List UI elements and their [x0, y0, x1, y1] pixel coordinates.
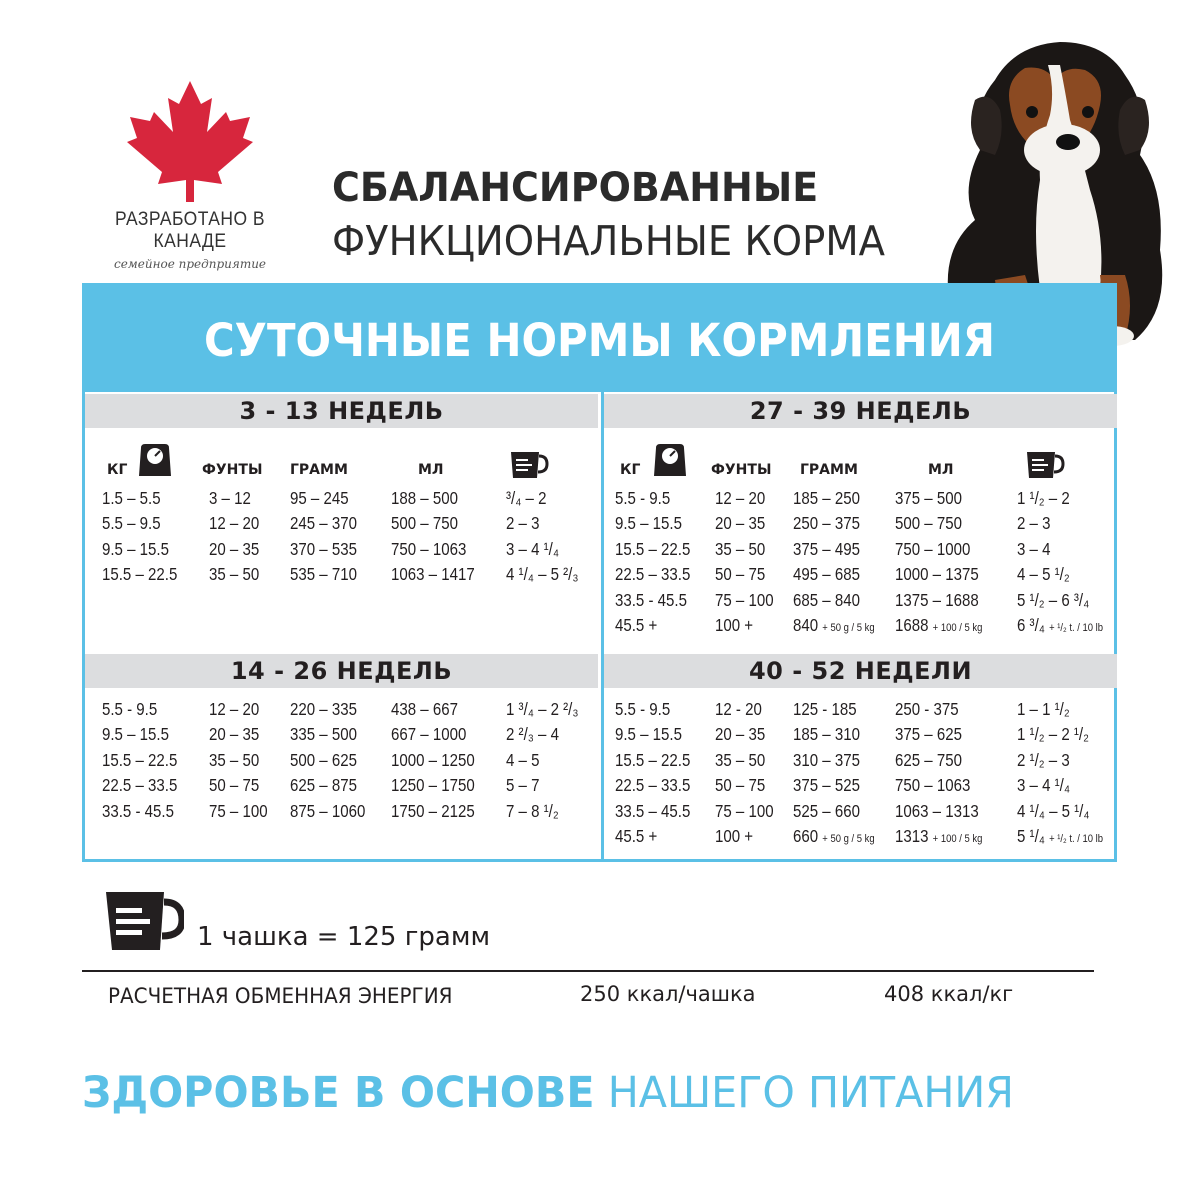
cell-kg: 45.5 +	[615, 614, 658, 635]
cell-ml: 1750 – 2125	[391, 800, 475, 821]
cell-g: 375 – 495	[793, 538, 860, 559]
cell-kg: 9.5 – 15.5	[615, 513, 682, 534]
headline-line-2: ФУНКЦИОНАЛЬНЫЕ КОРМА	[332, 217, 885, 265]
col-kg: КГ	[620, 462, 641, 478]
cell-ml	[895, 615, 982, 636]
measuring-cup-icon	[104, 890, 184, 952]
cell-lb: 3 – 12	[209, 488, 251, 508]
made-in-canada-label: РАЗРАБОТАНО В КАНАДЕ	[114, 209, 265, 252]
cell-cups: 5 ¹/₂ – 6 ³/₄	[1017, 589, 1090, 610]
cell-kg: 9.5 – 15.5	[615, 724, 682, 745]
column-headers	[604, 428, 1117, 488]
cell-kg: 33.5 – 45.5	[615, 800, 691, 821]
table-banner	[85, 286, 1114, 392]
col-ml: МЛ	[928, 462, 954, 478]
col-g: ГРАММ	[290, 462, 348, 478]
cell-ml: 250 - 375	[895, 699, 959, 719]
cell-cups: 3 – 4 ¹/₄	[506, 538, 559, 559]
block-rows	[604, 688, 1117, 851]
table-row	[615, 539, 1117, 564]
col-lb: ФУНТЫ	[711, 462, 772, 478]
cell-g: 685 – 840	[793, 589, 860, 610]
cell-lb: 12 – 20	[209, 513, 260, 534]
cell-cups: 2 ¹/₂ – 3	[1017, 749, 1070, 770]
cell-kg: 1.5 – 5.5	[102, 488, 161, 508]
block-title: 3 - 13 НЕДЕЛЬ	[85, 394, 598, 428]
cell-cups: 3 – 4 ¹/₄	[1017, 775, 1070, 796]
cell-cups	[1017, 615, 1103, 636]
block-14-26-weeks	[85, 654, 598, 826]
cell-lb: 35 – 50	[209, 749, 260, 770]
cell-g-extra: + 50 g / 5 kg	[822, 832, 875, 845]
cell-lb: 20 – 35	[715, 513, 766, 534]
cell-cups: 4 – 5 ¹/₂	[1017, 564, 1070, 585]
cell-g: 875 – 1060	[290, 800, 366, 821]
table-row	[102, 564, 598, 589]
cell-g-value: 840	[793, 614, 819, 635]
cell-lb: 35 – 50	[715, 749, 766, 770]
feeding-table-panel	[82, 283, 1117, 862]
cell-lb: 20 – 35	[715, 724, 766, 745]
cell-cups: 2 ²/₃ – 4	[506, 724, 559, 745]
cell-lb: 100 +	[715, 825, 754, 846]
cell-ml: 375 – 500	[895, 488, 962, 508]
table-row	[102, 488, 598, 513]
table-row	[102, 724, 598, 749]
cell-kg: 33.5 - 45.5	[615, 589, 687, 610]
scale-icon	[137, 442, 173, 478]
cell-kg: 5.5 - 9.5	[102, 699, 158, 719]
table-row	[102, 513, 598, 538]
cell-lb: 20 – 35	[209, 724, 260, 745]
cell-ml: 1063 – 1417	[391, 564, 475, 585]
cell-ml-extra: + 100 / 5 kg	[932, 832, 983, 845]
scale-icon	[652, 442, 688, 478]
divider	[82, 970, 1094, 972]
table-row	[615, 699, 1117, 724]
headline-line-1: СБАЛАНСИРОВАННЫЕ	[332, 165, 819, 211]
cell-kg: 15.5 – 22.5	[102, 749, 178, 770]
table-row	[102, 801, 598, 826]
cell-kg: 33.5 - 45.5	[102, 800, 174, 821]
cell-cups: 2 – 3	[506, 513, 540, 534]
cell-lb: 75 – 100	[209, 800, 268, 821]
cell-cups: 2 – 3	[1017, 513, 1051, 534]
cell-ml	[895, 826, 982, 847]
cell-ml-value: 1688	[895, 614, 929, 635]
cell-g	[793, 615, 875, 636]
cell-g: 220 – 335	[290, 699, 357, 719]
cell-g: 375 – 525	[793, 775, 860, 796]
headline	[332, 165, 920, 265]
cup-equivalence: 1 чашка = 125 грамм	[197, 922, 491, 952]
cell-ml: 1000 – 1375	[895, 564, 979, 585]
cell-lb: 50 – 75	[715, 564, 766, 585]
table-row	[615, 750, 1117, 775]
col-lb: ФУНТЫ	[202, 462, 263, 478]
cell-cups: ³/₄ – 2	[506, 488, 547, 508]
energy-per-kg: 408 ккал/кг	[884, 982, 1014, 1006]
cell-lb: 75 – 100	[715, 589, 774, 610]
table-row	[615, 826, 1117, 851]
slogan-light: НАШЕГО ПИТАНИЯ	[607, 1068, 1014, 1118]
cell-cups-value: 5 ¹/₄	[1017, 825, 1045, 846]
cell-kg: 22.5 – 33.5	[615, 564, 691, 585]
cell-cups: 4 – 5	[506, 749, 540, 770]
cell-kg: 15.5 – 22.5	[102, 564, 178, 585]
col-g: ГРАММ	[800, 462, 858, 478]
block-3-13-weeks	[85, 394, 598, 590]
table-row	[615, 513, 1117, 538]
cell-kg: 9.5 – 15.5	[102, 538, 169, 559]
cell-cups: 5 – 7	[506, 775, 540, 796]
cell-cups: 3 – 4	[1017, 538, 1051, 559]
block-rows	[604, 488, 1117, 640]
measuring-cup-icon	[1025, 450, 1065, 480]
cell-g: 625 – 875	[290, 775, 357, 796]
cell-ml: 500 – 750	[895, 513, 962, 534]
cell-g: 495 – 685	[793, 564, 860, 585]
cell-kg: 22.5 – 33.5	[102, 775, 178, 796]
cell-g: 535 – 710	[290, 564, 357, 585]
cell-cups: 1 ³/₄ – 2 ²/₃	[506, 699, 579, 719]
cell-lb: 12 – 20	[715, 488, 766, 508]
block-27-39-weeks	[604, 394, 1117, 640]
cell-lb: 12 – 20	[209, 699, 260, 719]
table-row	[615, 801, 1117, 826]
measuring-cup-icon	[509, 450, 549, 480]
cell-g: 125 - 185	[793, 699, 857, 719]
cell-ml: 750 – 1063	[391, 538, 467, 559]
table-row	[615, 615, 1117, 640]
cell-g: 95 – 245	[290, 488, 349, 508]
cell-ml: 188 – 500	[391, 488, 458, 508]
slogan-bold: ЗДОРОВЬЕ В ОСНОВЕ	[82, 1068, 595, 1118]
cell-ml: 1375 – 1688	[895, 589, 979, 610]
cell-lb: 35 – 50	[715, 538, 766, 559]
cell-kg: 45.5 +	[615, 825, 658, 846]
col-ml: МЛ	[418, 462, 444, 478]
cell-cups: 4 ¹/₄ – 5 ²/₃	[506, 564, 579, 585]
block-title: 27 - 39 НЕДЕЛЬ	[604, 394, 1117, 428]
cell-g: 185 – 250	[793, 488, 860, 508]
cell-lb: 100 +	[715, 614, 754, 635]
table-row	[615, 564, 1117, 589]
cell-g: 310 – 375	[793, 749, 860, 770]
family-business-label: семейное предприятие	[113, 257, 267, 271]
maple-leaf-icon	[115, 78, 265, 203]
table-row	[615, 724, 1117, 749]
cell-cups: 1 ¹/₂ – 2	[1017, 488, 1070, 508]
block-rows	[85, 688, 598, 826]
cell-kg: 5.5 - 9.5	[615, 488, 671, 508]
cell-g-extra: + 50 g / 5 kg	[822, 621, 875, 634]
cell-g: 245 – 370	[290, 513, 357, 534]
cell-g: 500 – 625	[290, 749, 357, 770]
cell-ml: 375 – 625	[895, 724, 962, 745]
table-row	[102, 539, 598, 564]
table-row	[102, 750, 598, 775]
cell-cups: 7 – 8 ¹/₂	[506, 800, 559, 821]
cell-ml: 1250 – 1750	[391, 775, 475, 796]
cell-cups: 1 ¹/₂ – 2 ¹/₂	[1017, 724, 1089, 745]
block-40-52-weeks	[604, 654, 1117, 851]
cell-ml: 667 – 1000	[391, 724, 467, 745]
cell-cups: 1 – 1 ¹/₂	[1017, 699, 1070, 719]
cell-kg: 22.5 – 33.5	[615, 775, 691, 796]
cell-ml-value: 1313	[895, 825, 929, 846]
cell-ml: 438 – 667	[391, 699, 458, 719]
cell-cups-value: 6 ³/₄	[1017, 614, 1045, 635]
table-row	[102, 775, 598, 800]
cell-ml: 750 – 1063	[895, 775, 971, 796]
cell-ml: 1000 – 1250	[391, 749, 475, 770]
cell-cups	[1017, 826, 1103, 847]
slogan	[82, 1068, 1014, 1118]
energy-label: РАСЧЕТНАЯ ОБМЕННАЯ ЭНЕРГИЯ	[108, 984, 453, 1008]
cell-g: 370 – 535	[290, 538, 357, 559]
cell-g	[793, 826, 875, 847]
brand-logo	[70, 78, 310, 271]
cell-ml: 625 – 750	[895, 749, 962, 770]
cell-ml: 500 – 750	[391, 513, 458, 534]
cell-ml: 750 – 1000	[895, 538, 971, 559]
cell-g: 525 – 660	[793, 800, 860, 821]
cell-g-value: 660	[793, 825, 819, 846]
cell-g: 185 – 310	[793, 724, 860, 745]
cell-kg: 9.5 – 15.5	[102, 724, 169, 745]
cell-lb: 20 – 35	[209, 538, 260, 559]
cell-lb: 50 – 75	[715, 775, 766, 796]
cell-ml: 1063 – 1313	[895, 800, 979, 821]
cell-lb: 75 – 100	[715, 800, 774, 821]
cell-lb: 35 – 50	[209, 564, 260, 585]
cell-cups: 4 ¹/₄ – 5 ¹/₄	[1017, 800, 1090, 821]
table-row	[615, 488, 1117, 513]
cell-g: 250 – 375	[793, 513, 860, 534]
cell-kg: 5.5 - 9.5	[615, 699, 671, 719]
table-row	[615, 590, 1117, 615]
cell-cups-extra: + ¹/₂ t. / 10 lb	[1049, 832, 1103, 845]
cell-lb: 50 – 75	[209, 775, 260, 796]
cell-kg: 5.5 – 9.5	[102, 513, 161, 534]
cell-lb: 12 - 20	[715, 699, 762, 719]
cell-kg: 15.5 – 22.5	[615, 749, 691, 770]
col-kg: КГ	[107, 462, 128, 478]
table-row	[615, 775, 1117, 800]
cell-kg: 15.5 – 22.5	[615, 538, 691, 559]
cell-g: 335 – 500	[290, 724, 357, 745]
column-headers	[85, 428, 598, 488]
block-title: 40 - 52 НЕДЕЛИ	[604, 654, 1117, 688]
energy-per-cup: 250 ккал/чашка	[580, 982, 756, 1006]
cell-ml-extra: + 100 / 5 kg	[932, 621, 983, 634]
cell-cups-extra: + ¹/₂ t. / 10 lb	[1049, 621, 1103, 634]
table-title: СУТОЧНЫЕ НОРМЫ КОРМЛЕНИЯ	[203, 314, 996, 367]
block-rows	[85, 488, 598, 590]
table-row	[102, 699, 598, 724]
block-title: 14 - 26 НЕДЕЛЬ	[85, 654, 598, 688]
